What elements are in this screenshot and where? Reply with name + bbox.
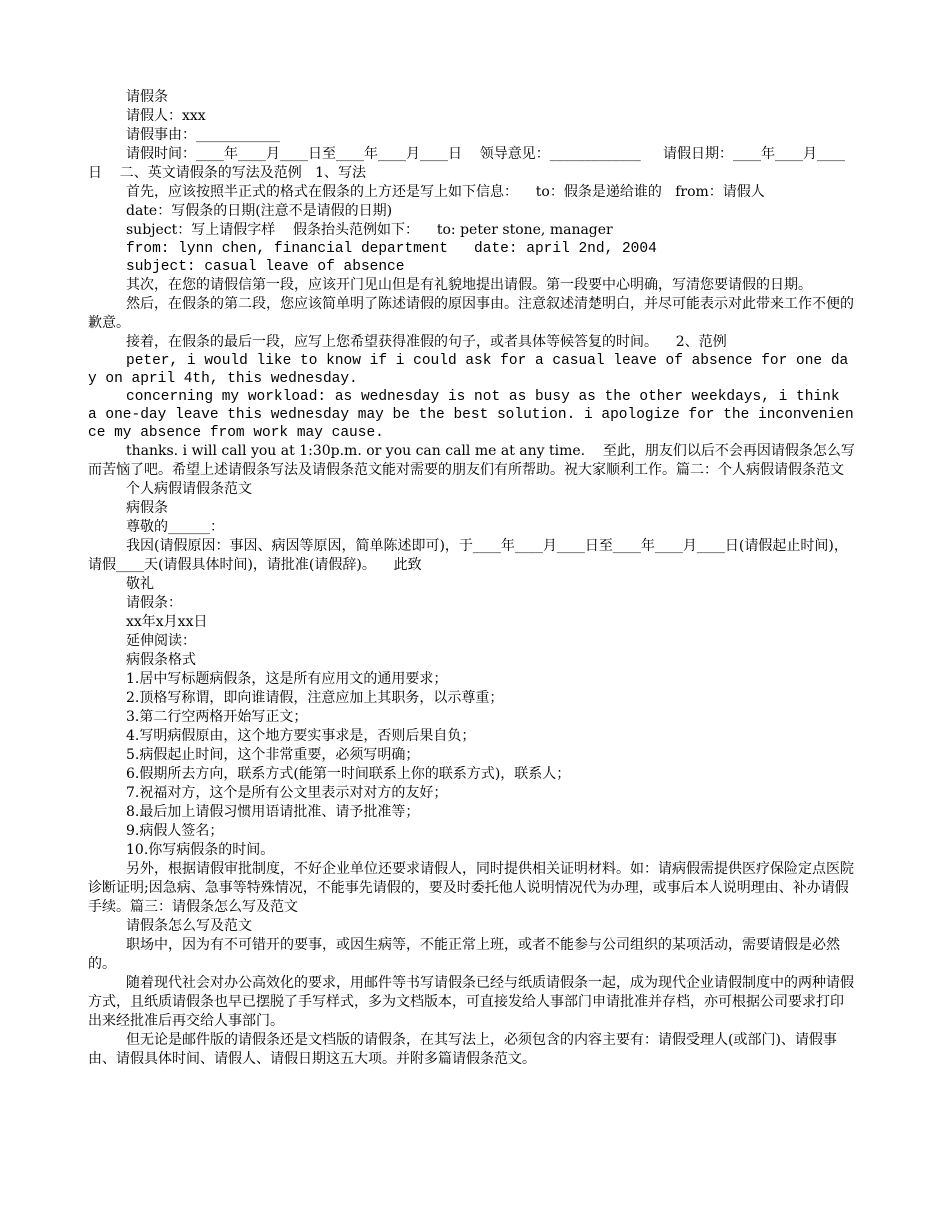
english-paragraph: peter, i would like to know if i could ask for a casual leave of absence for one day on april 4th, this wednesday.	[88, 353, 849, 387]
english-paragraph: concerning my workload: as wednesday is not as busy as the other weekdays, i think a one-day leave this wednesday may be the best solution. i apologize for the inconvenience my absence from work may cause.	[88, 389, 854, 441]
list-item: 10.你写病假条的时间。	[126, 842, 275, 858]
paragraph: 但无论是邮件版的请假条还是文档版的请假条，在其写法上，必须包含的内容主要有：请假受理人(或部门)、请假事由、请假具体时间、请假人、请假日期这五大项。并附多篇请假条范文。	[88, 1032, 837, 1067]
paragraph: 延伸阅读：	[126, 633, 196, 649]
reason-line: 请假事由：____________	[126, 127, 280, 143]
list-item: 7.祝福对方，这个是所有公文里表示对对方的友好；	[126, 785, 448, 801]
paragraph: 另外，根据请假审批制度，不好企业单位还要求请假人，同时提供相关证明材料。如：请病假需提供医疗保险定点医院诊断证明;因急病、急事等特殊情况，不能事先请假的，要及时委托他人说明情况代为办理，或事后本人说明理由、补办请假手续。篇三：请假条怎么写及范文	[88, 861, 854, 915]
paragraph: subject：写上请假字样 假条抬头范例如下： to: peter stone, manager	[126, 222, 613, 238]
date-line: xx年x月xx日	[126, 614, 208, 630]
paragraph: 尊敬的______：	[126, 519, 224, 535]
time-line: 请假时间：____年____月____日至____年____月____日 领导意见：_____________ 请假日期：____年____月____日 二、英文请假条的写法及范例 1、写法	[88, 146, 846, 181]
paragraph: 职场中，因为有不可错开的要事，或因生病等，不能正常上班，或者不能参与公司组织的某项活动，需要请假是必然的。	[88, 937, 840, 972]
document-page	[88, 88, 856, 1069]
list-item: 5.病假起止时间，这个非常重要，必须写明确；	[126, 747, 420, 763]
list-item: 8.最后加上请假习惯用语请批准、请予批准等；	[126, 804, 420, 820]
paragraph: 敬礼	[126, 576, 154, 592]
paragraph: date：写假条的日期(注意不是请假的日期)	[126, 203, 393, 219]
paragraph: 请假条：	[126, 595, 182, 611]
paragraph: 随着现代社会对办公高效化的要求，用邮件等书写请假条已经与纸质请假条一起，成为现代企业请假制度中的两种请假方式，且纸质请假条也早已摆脱了手写样式，多为文档版本，可直接发给人事部门申请批准并存档，亦可根据公司要求打印出来经批准后再交给人事部门。	[88, 975, 854, 1029]
list-item: 6.假期所去方向，联系方式(能第一时间联系上你的联系方式)，联系人；	[126, 766, 571, 782]
paragraph: 首先，应该按照半正式的格式在假条的上方还是写上如下信息： to：假条是递给谁的 from：请假人	[126, 184, 765, 200]
paragraph: 其次，在您的请假信第一段，应该开门见山但是有礼貌地提出请假。第一段要中心明确，写清您要请假的日期。	[126, 277, 812, 293]
list-item: 9.病假人签名；	[126, 823, 224, 839]
paragraph: 接着，在假条的最后一段，应写上您希望获得准假的句子，或者具体等候答复的时间。 2、范例	[126, 334, 727, 350]
english-line: subject: casual leave of absence	[126, 259, 405, 275]
paragraph: thanks. i will call you at 1:30p.m. or you can call me at any time. 至此，朋友们以后不会再因请假条怎么写而苦恼了吧。希望上述请假条写法及请假条范文能对需要的朋友们有所帮助。祝大家顺利工作。篇二：个人病假请假条范文	[88, 443, 855, 478]
section-title: 病假条格式	[126, 652, 196, 668]
section-title: 个人病假请假条范文	[126, 481, 252, 497]
section-title: 请假条怎么写及范文	[126, 918, 252, 934]
title-line: 请假条	[126, 89, 168, 105]
list-item: 3.第二行空两格开始写正文；	[126, 709, 308, 725]
list-item: 4.写明病假原由，这个地方要实事求是，否则后果自负；	[126, 728, 476, 744]
english-line: from: lynn chen, financial department date: april 2nd, 2004	[126, 241, 657, 257]
paragraph: 我因(请假原因：事因、病因等原因，简单陈述即可)，于____年____月____日至____年____月____日(请假起止时间)，请假____天(请假具体时间)，请批准(请假辞)。 此致	[88, 538, 848, 573]
paragraph: 病假条	[126, 500, 168, 516]
list-item: 2.顶格写称谓，即向谁请假，注意应加上其职务，以示尊重；	[126, 690, 504, 706]
list-item: 1.居中写标题病假条，这是所有应用文的通用要求；	[126, 671, 448, 687]
applicant-line: 请假人：xxx	[126, 108, 206, 124]
paragraph: 然后，在假条的第二段，您应该简单明了陈述请假的原因事由。注意叙述清楚明白，并尽可能表示对此带来工作不便的歉意。	[88, 296, 854, 331]
